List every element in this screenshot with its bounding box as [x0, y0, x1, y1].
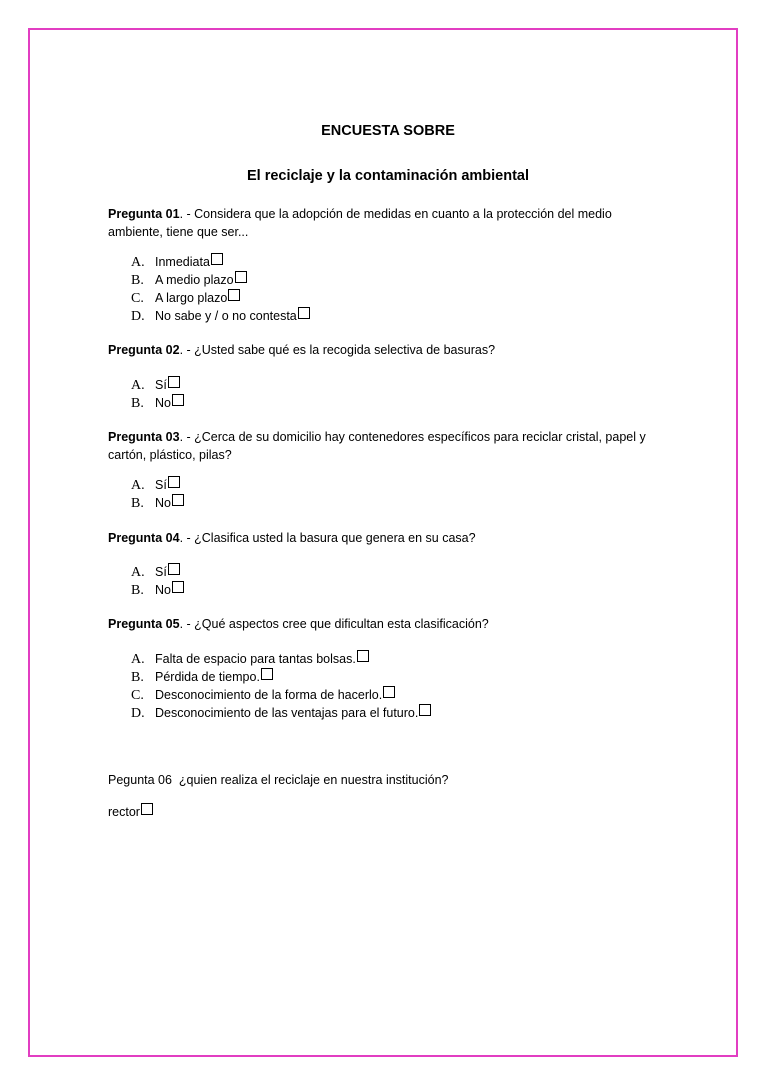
option-text: Inmediata [155, 255, 210, 269]
option-text: Desconocimiento de las ventajas para el futuro. [155, 706, 419, 720]
option-text: Sí [155, 478, 167, 492]
option-letter: B. [131, 496, 144, 511]
option-letter: A. [131, 652, 145, 667]
option-1d[interactable] [131, 307, 310, 325]
question-text: . - Considera que la adopción de medidas en cuanto a la protección del medio ambiente, tiene que ser... [108, 207, 612, 239]
answer-text: rector [108, 805, 140, 819]
option-2b[interactable] [131, 394, 184, 412]
question-6: Pegunta 06 ¿quien realiza el reciclaje en nuestra institución? [108, 773, 449, 787]
checkbox-5b[interactable] [261, 668, 273, 680]
option-1b[interactable] [131, 271, 247, 289]
option-text: A largo plazo [155, 291, 228, 305]
option-1c[interactable] [131, 289, 240, 307]
checkbox-2b[interactable] [172, 394, 184, 406]
option-letter: B. [131, 583, 144, 598]
answer-6[interactable] [108, 803, 668, 821]
option-letter: B. [131, 670, 144, 685]
option-text: No [155, 496, 171, 510]
checkbox-1c[interactable] [228, 289, 240, 301]
checkbox-1a[interactable] [211, 253, 223, 265]
option-letter: A. [131, 478, 145, 493]
option-letter: A. [131, 255, 145, 270]
option-3b[interactable] [131, 494, 184, 512]
option-letter: D. [131, 309, 145, 324]
question-label: Pregunta 04 [108, 531, 180, 545]
question-3 [108, 428, 668, 464]
question-label: Pregunta 02 [108, 343, 180, 357]
question-1 [108, 205, 668, 241]
option-text: No [155, 583, 171, 597]
survey-subtitle: El reciclaje y la contaminación ambiental [246, 168, 530, 184]
question-text: . - ¿Clasifica usted la basura que genera en su casa? [179, 531, 476, 545]
option-4b[interactable] [131, 581, 184, 599]
option-5a[interactable] [131, 650, 369, 668]
option-1a[interactable] [131, 253, 223, 271]
checkbox-rector[interactable] [141, 803, 153, 815]
option-5b[interactable] [131, 668, 273, 686]
option-text: Sí [155, 378, 167, 392]
checkbox-3b[interactable] [172, 494, 184, 506]
question-4 [108, 529, 668, 547]
checkbox-5c[interactable] [383, 686, 395, 698]
option-text: Falta de espacio para tantas bolsas. [155, 652, 356, 666]
checkbox-4a[interactable] [168, 563, 180, 575]
option-letter: A. [131, 378, 145, 393]
checkbox-3a[interactable] [168, 476, 180, 488]
checkbox-4b[interactable] [172, 581, 184, 593]
checkbox-5a[interactable] [357, 650, 369, 662]
question-5 [108, 615, 668, 633]
option-text: Pérdida de tiempo. [155, 670, 260, 684]
option-letter: A. [131, 565, 145, 580]
option-text: No [155, 396, 171, 410]
question-label: Pregunta 03 [108, 430, 180, 444]
option-2a[interactable] [131, 376, 180, 394]
checkbox-1b[interactable] [235, 271, 247, 283]
survey-title: ENCUESTA SOBRE [321, 123, 455, 139]
option-4a[interactable] [131, 563, 180, 581]
question-text: . - ¿Qué aspectos cree que dificultan esta clasificación? [179, 617, 489, 631]
option-letter: B. [131, 273, 144, 288]
checkbox-2a[interactable] [168, 376, 180, 388]
option-text: A medio plazo [155, 273, 234, 287]
option-letter: C. [131, 688, 144, 703]
option-letter: D. [131, 706, 145, 721]
question-text: . - ¿Usted sabe qué es la recogida selectiva de basuras? [179, 343, 496, 357]
question-label: Pregunta 01 [108, 207, 180, 221]
question-text: . - ¿Cerca de su domicilio hay contenedores específicos para reciclar cristal, papel y cartón, plástico, pilas? [108, 430, 646, 462]
question-2 [108, 341, 668, 359]
option-5d[interactable] [131, 704, 431, 722]
checkbox-5d[interactable] [419, 704, 431, 716]
option-letter: B. [131, 396, 144, 411]
option-3a[interactable] [131, 476, 180, 494]
option-5c[interactable] [131, 686, 395, 704]
checkbox-1d[interactable] [298, 307, 310, 319]
option-letter: C. [131, 291, 144, 306]
option-text: Sí [155, 565, 167, 579]
option-text: Desconocimiento de la forma de hacerlo. [155, 688, 383, 702]
option-text: No sabe y / o no contesta [155, 309, 297, 323]
question-label: Pregunta 05 [108, 617, 180, 631]
